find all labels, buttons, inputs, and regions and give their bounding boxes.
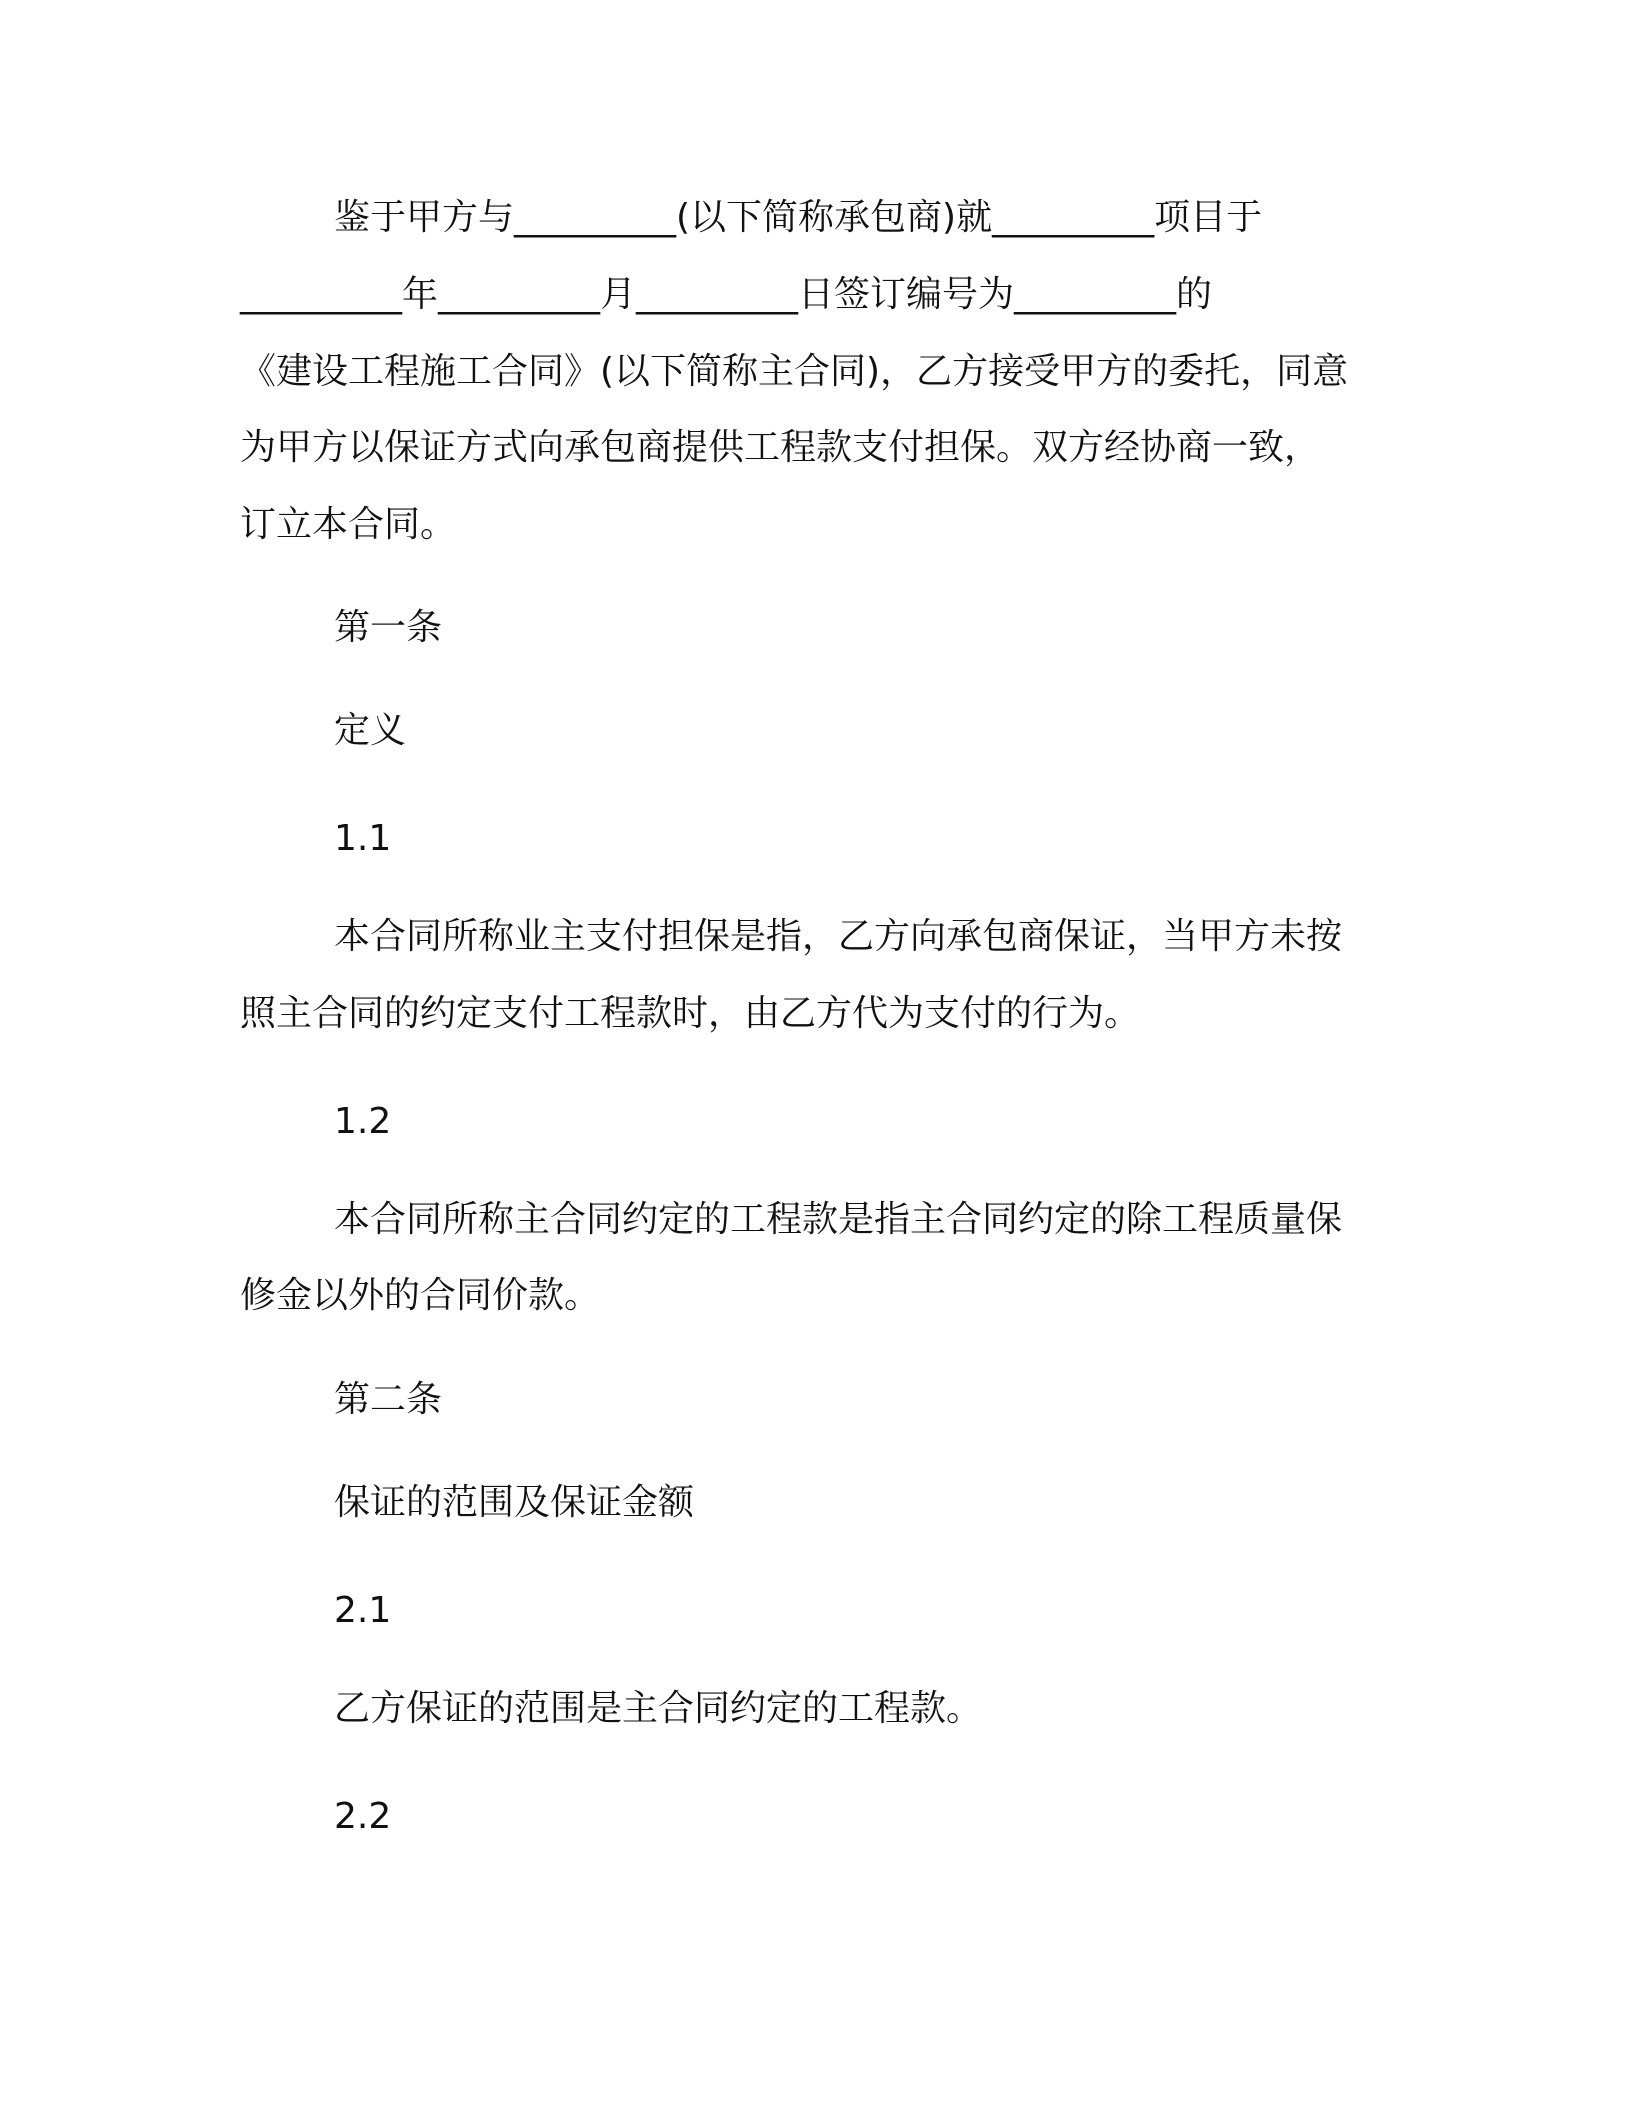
clause-1-1-line-1: 本合同所称业主支付担保是指，乙方向承包商保证，当甲方未按 (334, 916, 1343, 957)
intro-line-2: _________年_________月_________日签订编号为_________的 (240, 274, 1213, 315)
article-2-title: 保证的范围及保证金额 (334, 1482, 695, 1523)
clause-1-2-number: 1.2 (334, 1101, 392, 1142)
intro-line-3: 《建设工程施工合同》(以下简称主合同)，乙方接受甲方的委托，同意 (240, 351, 1349, 392)
intro-line-1: 鉴于甲方与_________(以下简称承包商)就_________项目于 (334, 197, 1263, 238)
intro-line-4: 为甲方以保证方式向承包商提供工程款支付担保。双方经协商一致， (240, 427, 1321, 468)
clause-1-1-number: 1.1 (334, 818, 392, 859)
clause-1-2-line-1: 本合同所称主合同约定的工程款是指主合同约定的除工程质量保 (334, 1199, 1343, 1240)
clause-2-1-number: 2.1 (334, 1590, 392, 1631)
intro-line-5: 订立本合同。 (240, 504, 457, 545)
article-2-heading: 第二条 (334, 1379, 443, 1420)
article-1-title: 定义 (334, 710, 407, 751)
article-1-heading: 第一条 (334, 607, 443, 648)
clause-1-2-line-2: 修金以外的合同价款。 (240, 1275, 601, 1316)
clause-2-1-line-1: 乙方保证的范围是主合同约定的工程款。 (334, 1688, 983, 1729)
clause-1-1-line-2: 照主合同的约定支付工程款时，由乙方代为支付的行为。 (240, 993, 1141, 1034)
clause-2-2-number: 2.2 (334, 1796, 392, 1837)
